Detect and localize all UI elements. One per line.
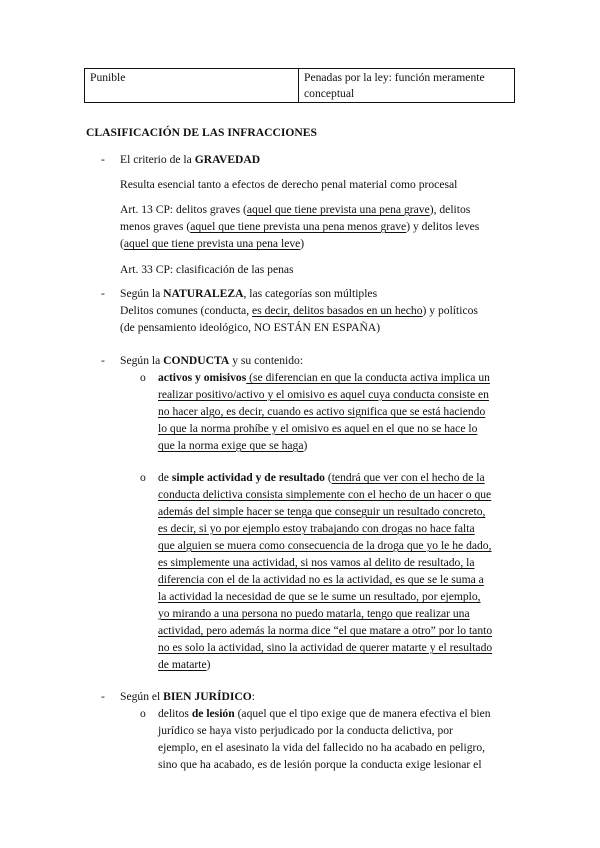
simple-actividad-line: que alguien se muera como consecuencia de la droga que yo le he dado, — [158, 539, 492, 552]
naturaleza-line3: (de pensamiento ideológico, NO ESTÁN EN ESPAÑA) — [120, 321, 381, 334]
cell-text-line2: conceptual — [304, 87, 355, 100]
conducta-heading: Según la CONDUCTA y su contenido: — [120, 354, 304, 367]
naturaleza-line2: Delitos comunes (conducta, es decir, delitos basados en un hecho) y políticos — [120, 304, 478, 317]
bullet-marker: o — [140, 471, 146, 484]
classification-table — [84, 68, 515, 103]
simple-actividad-line: actividad, pero además la norma dice “el que matare a otro” por lo tanto — [158, 624, 493, 637]
dash-marker: - — [101, 153, 105, 166]
activos-omisivos-line: lo que la norma prohíbe y el omisivo es aquel en el que no se hace lo — [158, 422, 478, 435]
dash-marker: - — [101, 354, 105, 367]
simple-actividad-line: no es solo la actividad, sino la actividad de querer matarte y el resultado — [158, 641, 493, 654]
simple-actividad-line1: de simple actividad y de resultado (tendrá que ver con el hecho de la — [158, 471, 485, 484]
activos-omisivos-line: que la norma exige que se haga) — [158, 439, 308, 452]
simple-actividad-line: diferencia con el de la actividad no es la actividad, es que se le suma a — [158, 573, 484, 586]
gravedad-heading: El criterio de la GRAVEDAD — [120, 153, 261, 166]
art13-line1: Art. 13 CP: delitos graves (aquel que tiene prevista una pena grave), delitos — [120, 203, 471, 216]
art13-line3: (aquel que tiene prevista una pena leve) — [120, 237, 305, 250]
lesion-line1: delitos de lesión (aquel que el tipo exige que de manera efectiva el bien — [158, 707, 491, 720]
bullet-marker: o — [140, 371, 146, 384]
bullet-marker: o — [140, 707, 146, 720]
dash-marker: - — [101, 690, 105, 703]
gravedad-paragraph: Resulta esencial tanto a efectos de derecho penal material como procesal — [120, 178, 458, 191]
simple-actividad-line: la actividad la necesidad de que se le sume un resultado, por ejemplo, — [158, 590, 481, 603]
lesion-line: jurídico se haya visto perjudicado por la conducta delictiva, por — [158, 724, 453, 737]
art33-line: Art. 33 CP: clasificación de las penas — [120, 263, 294, 276]
lesion-line: ejemplo, en el asesinato la vida del fallecido no ha acabado en peligro, — [158, 741, 486, 754]
table-row — [85, 69, 515, 103]
activos-omisivos-line: no hacer algo, es decir, cuando es activo significa que se está haciendo — [158, 405, 486, 418]
cell-text-line1: Penadas por la ley: función meramente — [304, 71, 485, 84]
table-cell-punible: Punible — [85, 69, 299, 103]
simple-actividad-line: es simplemente una actividad, si nos vamos al delito de resultado, la — [158, 556, 475, 569]
table-cell-description — [299, 69, 515, 103]
simple-actividad-line: además del simple hacer se tenga que conseguir un resultado concreto, — [158, 505, 486, 518]
art13-line2: menos graves (aquel que tiene prevista una pena menos grave) y delitos leves — [120, 220, 480, 233]
bien-juridico-heading: Según el BIEN JURÍDICO: — [120, 690, 255, 703]
activos-omisivos-line1: activos y omisivos (se diferencian en que la conducta activa implica un — [158, 371, 490, 384]
section-title: CLASIFICACIÓN DE LAS INFRACCIONES — [86, 126, 317, 139]
naturaleza-heading: Según la NATURALEZA, las categorías son múltiples — [120, 287, 378, 300]
simple-actividad-line: yo mirando a una persona no puedo matarla, tengo que realizar una — [158, 607, 470, 620]
lesion-line: sino que ha acabado, es de lesión porque la conducta exige lesionar el — [158, 758, 482, 771]
dash-marker: - — [101, 287, 105, 300]
simple-actividad-line: conducta delictiva consista simplemente con el hecho de un hacer o que — [158, 488, 492, 501]
simple-actividad-line: es decir, si yo por ejemplo estoy trabajando con drogas no hace falta — [158, 522, 475, 535]
activos-omisivos-line: realizar positivo/activo y el omisivo es aquel cuya conducta consiste en — [158, 388, 489, 401]
simple-actividad-line: de matarte) — [158, 658, 211, 671]
